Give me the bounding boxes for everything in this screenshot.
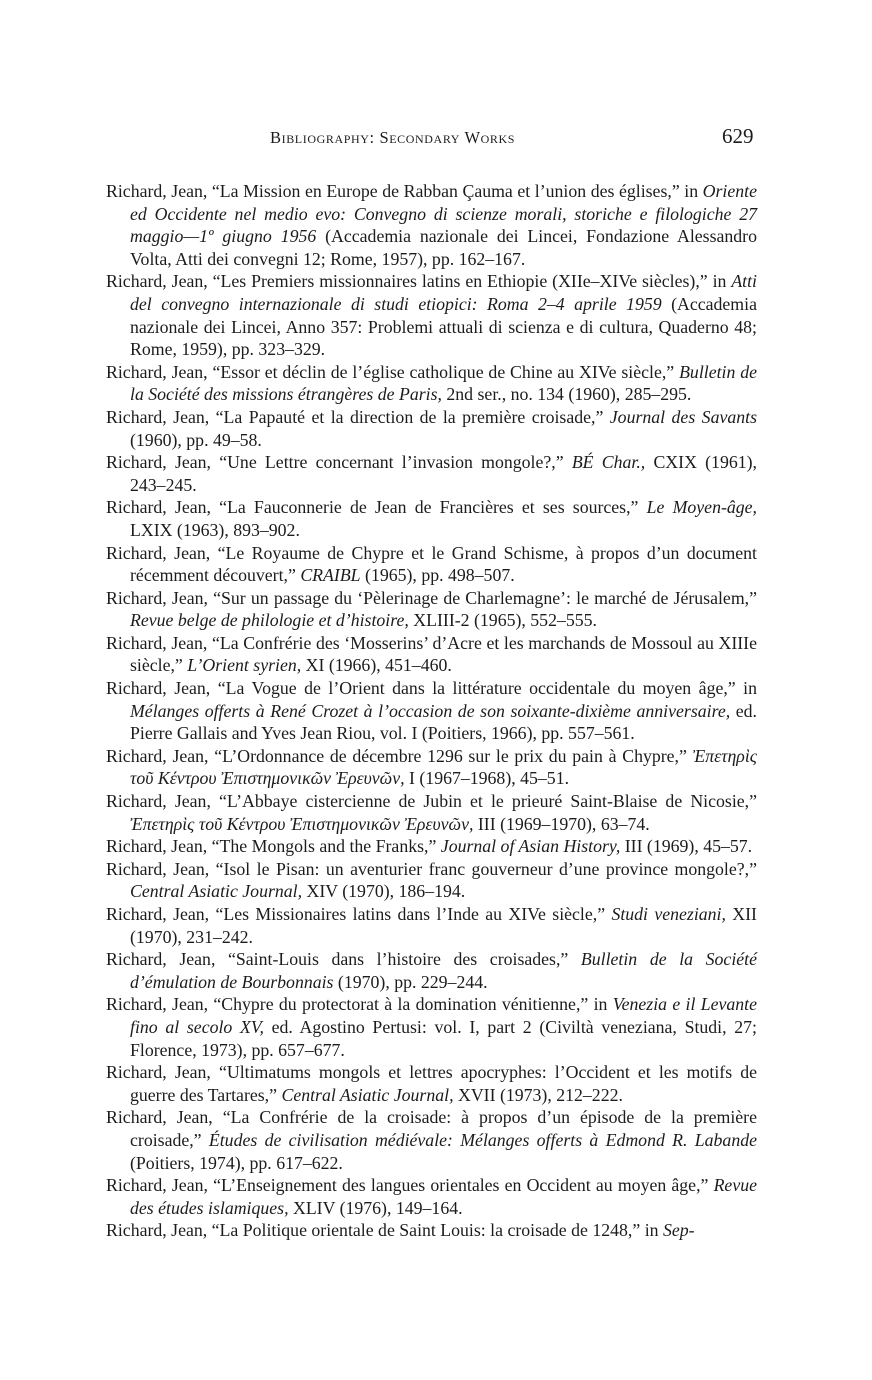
bibliography-entry: Richard, Jean, “L’Abbaye cistercienne de Jubin et le prieuré Saint-Blaise de Nicosie,” Ἐπετηρὶς τοῦ Κέντρου Ἐπιστημονικῶν Ἐρευνῶν, III (1969–1970), 63–74. bbox=[106, 791, 757, 834]
bibliography-entry: Richard, Jean, “La Papauté et la direction de la première croisade,” Journal des Savants (1960), pp. 49–58. bbox=[106, 406, 757, 450]
bibliography-entry: Richard, Jean, “L’Enseignement des langues orientales en Occident au moyen âge,” Revue des études islamiques, XLIV (1976), 149–164. bbox=[106, 1175, 757, 1218]
bibliography-list bbox=[106, 180, 757, 1242]
bibliography-entry: Richard, Jean, “Essor et déclin de l’église catholique de Chine au XIVe siècle,” Bulletin de la Société des missions étrangères de Paris, 2nd ser., no. 134 (1960), 285–295. bbox=[106, 361, 757, 405]
bibliography-entry: Richard, Jean, “Isol le Pisan: un aventurier franc gouverneur d’une province mongole?,” Central Asiatic Journal, XIV (1970), 186–194. bbox=[106, 858, 757, 902]
bibliography-entry: Richard, Jean, “Saint-Louis dans l’histoire des croisades,” Bulletin de la Société d’émulation de Bourbonnais (1970), pp. 229–244. bbox=[106, 949, 757, 992]
bibliography-entry: Richard, Jean, “La Politique orientale de Saint Louis: la croisade de 1248,” in Sep- bbox=[106, 1220, 695, 1241]
bibliography-entry: Richard, Jean, “Une Lettre concernant l’invasion mongole?,” BÉ Char., CXIX (1961), 243–245. bbox=[106, 452, 757, 495]
bibliography-entry: Richard, Jean, “Les Missionaires latins dans l’Inde au XIVe siècle,” Studi veneziani, XII (1970), 231–242. bbox=[106, 904, 757, 947]
bibliography-entry: Richard, Jean, “Sur un passage du ‘Pèlerinage de Charlemagne’: le marché de Jérusalem,” Revue belge de philologie et d’histoire, XLIII-2 (1965), 552–555. bbox=[106, 587, 757, 631]
bibliography-entry: Richard, Jean, “La Fauconnerie de Jean de Francières et ses sources,” Le Moyen-âge, LXIX (1963), 893–902. bbox=[106, 497, 757, 540]
bibliography-entry: Richard, Jean, “La Vogue de l’Orient dans la littérature occidentale du moyen âge,” in Mélanges offerts à René Crozet à l’occasion de son soixante-dixième anniversaire, ed. Pierre Gallais and Yves Jean Riou, vol. I (Poitiers, 1966), pp. 557–561. bbox=[106, 678, 757, 744]
bibliography-entry: Richard, Jean, “Les Premiers missionnaires latins en Ethiopie (XIIe–XIVe siècles),” in Atti del convegno internazionale di studi etiopici: Roma 2–4 aprile 1959 (Accademia nazionale dei Lincei, Anno 357: Problemi attuali di scienza e di cultura, Quaderno 48; Rome, 1959), pp. 323–329. bbox=[106, 271, 757, 360]
bibliography-entry: Richard, Jean, “Ultimatums mongols et lettres apocryphes: l’Occident et les motifs de guerre des Tartares,” Central Asiatic Journal, XVII (1973), 212–222. bbox=[106, 1062, 757, 1105]
bibliography-entry: Richard, Jean, “Chypre du protectorat à la domination vénitienne,” in Venezia e il Levante fino al secolo XV, ed. Agostino Pertusi: vol. I, part 2 (Civiltà veneziana, Studi, 27; Florence, 1973), pp. 657–677. bbox=[106, 994, 757, 1060]
bibliography-entry: Richard, Jean, “La Confrérie des ‘Mosserins’ d’Acre et les marchands de Mossoul au XIIIe siècle,” L’Orient syrien, XI (1966), 451–460. bbox=[106, 632, 757, 676]
running-title: Bibliography: Secondary Works bbox=[270, 128, 516, 147]
page-number: 629 bbox=[722, 124, 754, 148]
bibliography-entry: Richard, Jean, “La Mission en Europe de Rabban Çauma et l’union des églises,” in Oriente ed Occidente nel medio evo: Convegno di scienze morali, storiche e filologiche 27 maggio—1º giugno 1956 (Accademia nazionale dei Lincei, Fondazione Alessandro Volta, Atti dei convegni 12; Rome, 1957), pp. 162–167. bbox=[106, 181, 757, 269]
bibliography-entry: Richard, Jean, “L’Ordonnance de décembre 1296 sur le prix du pain à Chypre,” Ἐπετηρὶς τοῦ Κέντρου Ἐπιστημονικῶν Ἐρευνῶν, I (1967–1968), 45–51. bbox=[106, 745, 757, 789]
page-header bbox=[0, 124, 872, 154]
bibliography-entry: Richard, Jean, “Le Royaume de Chypre et le Grand Schisme, à propos d’un document récemment découvert,” CRAIBL (1965), pp. 498–507. bbox=[106, 542, 757, 586]
bibliography-entry: Richard, Jean, “La Confrérie de la croisade: à propos d’un épisode de la première croisade,” Études de civilisation médiévale: Mélanges offerts à Edmond R. Labande (Poitiers, 1974), pp. 617–622. bbox=[106, 1107, 757, 1173]
bibliography-entry: Richard, Jean, “The Mongols and the Franks,” Journal of Asian History, III (1969), 45–57. bbox=[106, 836, 753, 857]
